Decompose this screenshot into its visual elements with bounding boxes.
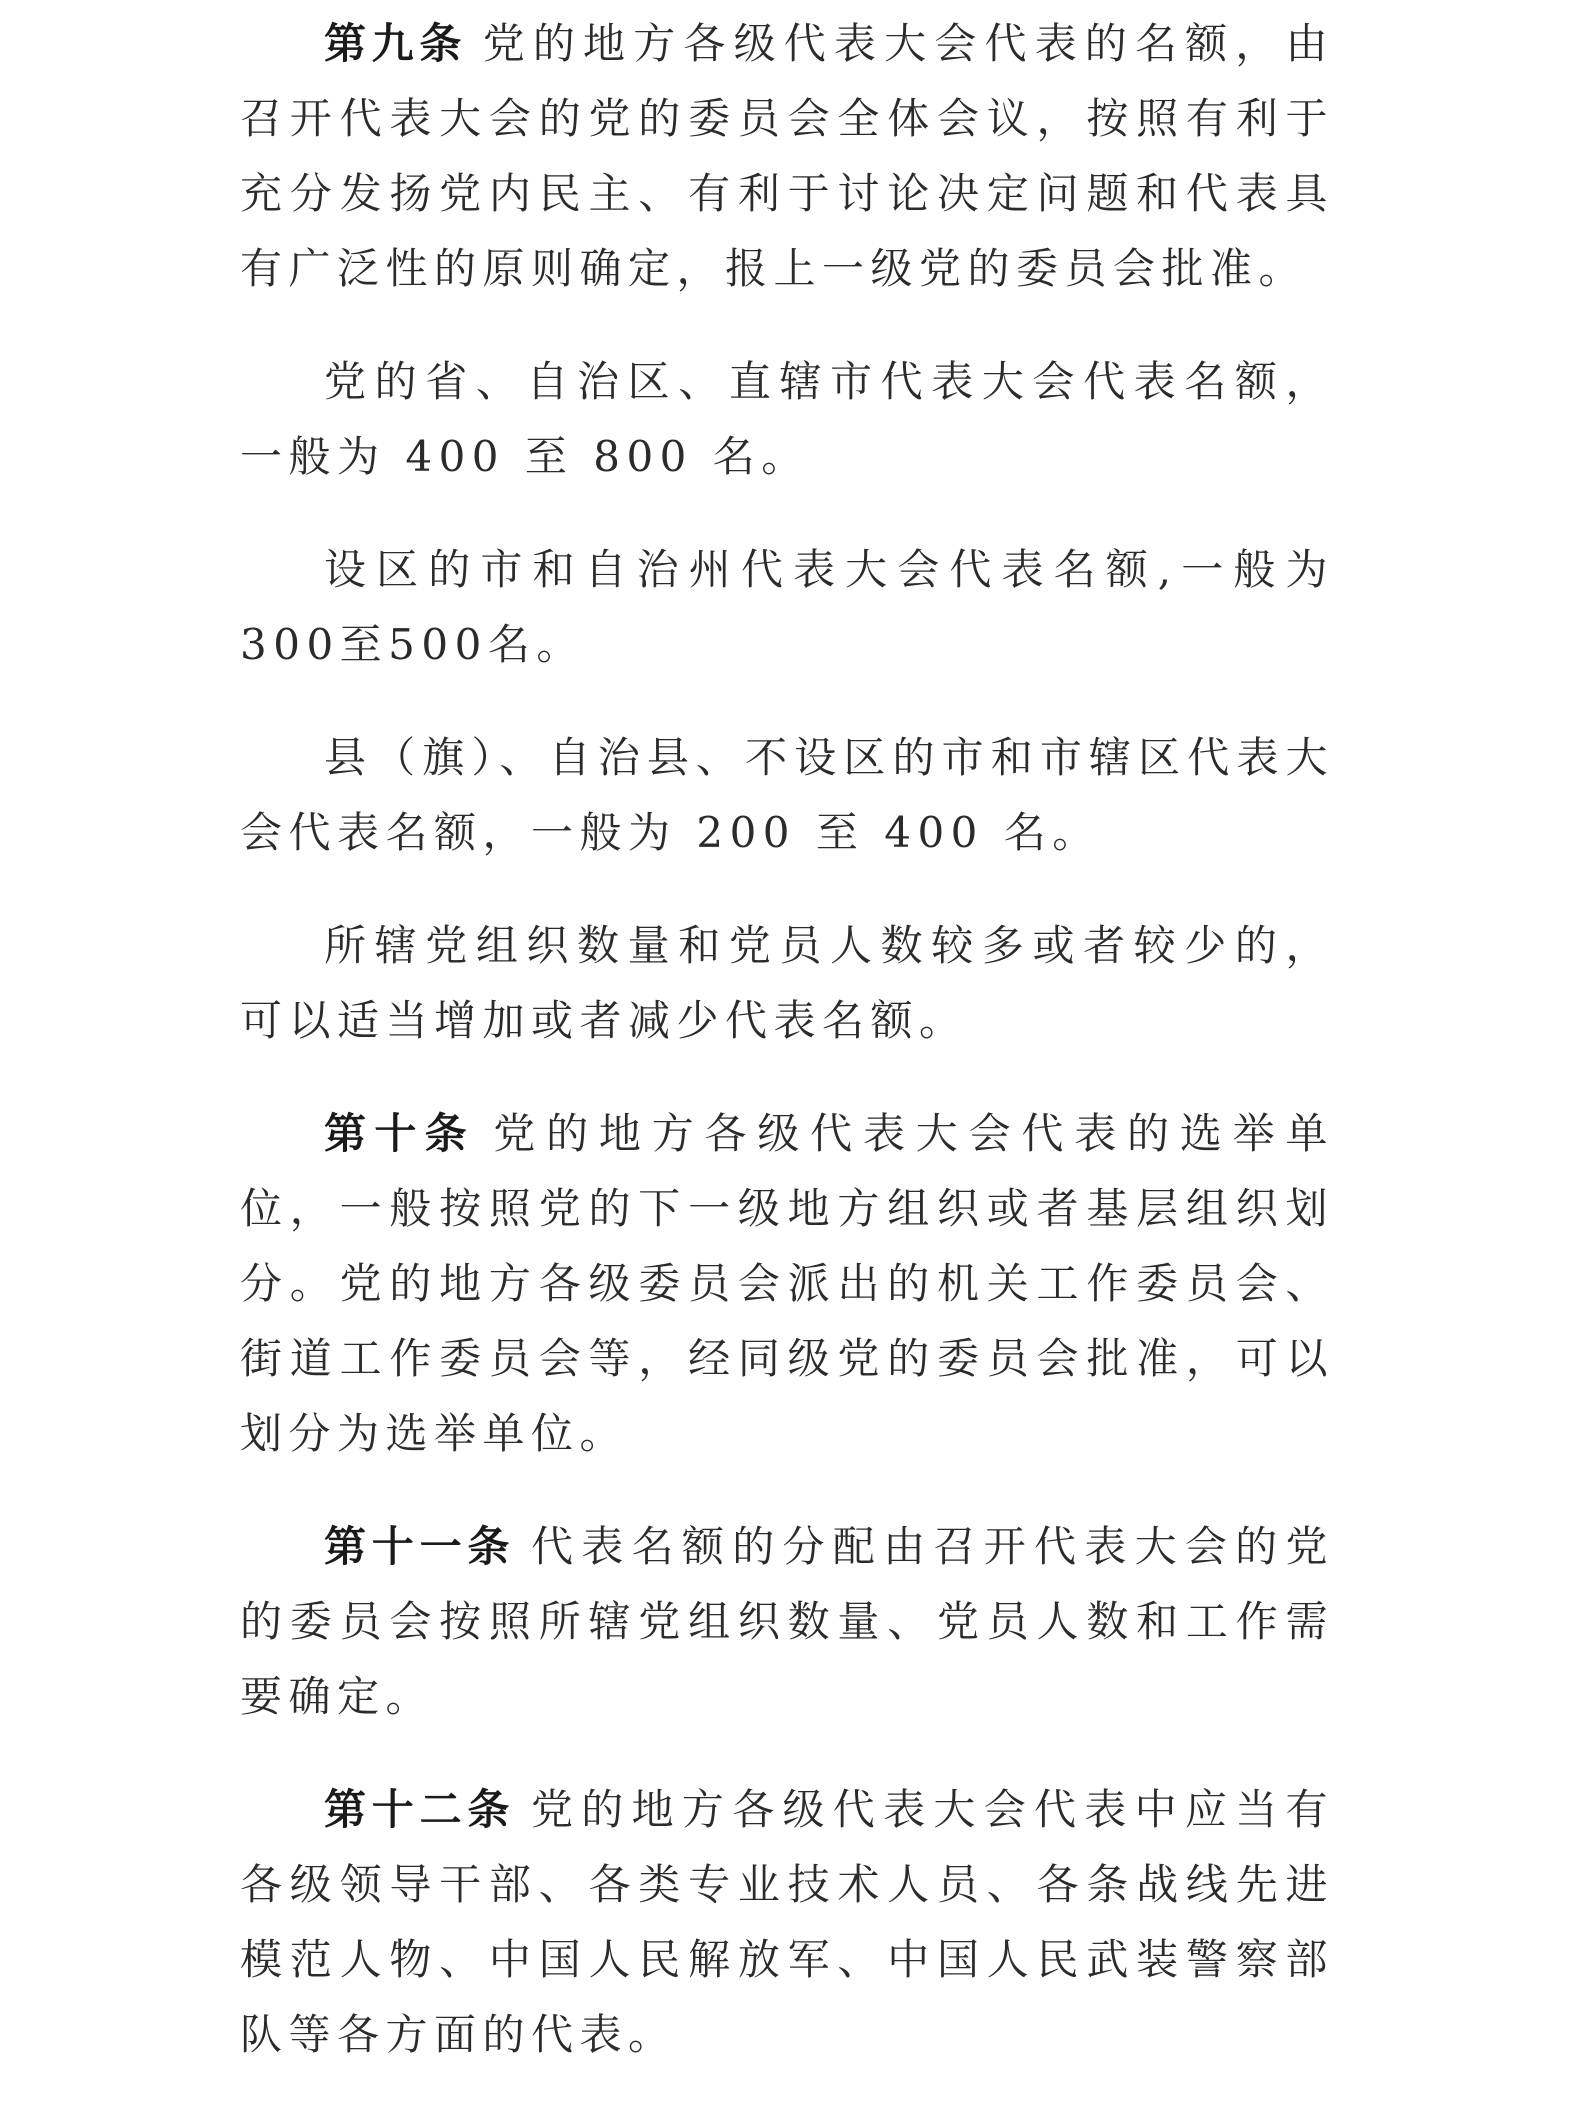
paragraph-text: 代表名额的分配由召开代表大会的党的委员会按照所辖党组织数量、党员人数和工作需要确定。 [240, 1522, 1334, 1721]
document-page [240, 6, 1334, 2110]
paragraph-text: 县（旗）、自治县、不设区的市和市辖区代表大会代表名额，一般为 200 至 400 名。 [240, 733, 1334, 857]
paragraph-county-quota [240, 720, 1334, 870]
paragraph-text: 所辖党组织数量和党员人数较多或者较少的，可以适当增加或者减少代表名额。 [240, 921, 1334, 1045]
paragraph-text: 党的地方各级代表大会代表的选举单位，一般按照党的下一级地方组织或者基层组织划分。党的地方各级委员会派出的机关工作委员会、街道工作委员会等，经同级党的委员会批准，可以划分为选举单位。 [240, 1109, 1334, 1458]
paragraph-text: 党的省、自治区、直辖市代表大会代表名额，一般为 400 至 800 名。 [240, 357, 1334, 481]
paragraph-text: 党的地方各级代表大会代表中应当有各级领导干部、各类专业技术人员、各条战线先进模范人物、中国人民解放军、中国人民武装警察部队等各方面的代表。 [240, 1785, 1334, 2059]
article-label: 第十二条 [324, 1785, 516, 1834]
article-label: 第九条 [324, 19, 468, 68]
paragraph-city-quota [240, 532, 1334, 682]
paragraph-article-11 [240, 1509, 1334, 1734]
paragraph-article-9 [240, 6, 1334, 306]
paragraph-article-10 [240, 1096, 1334, 1471]
article-label: 第十条 [324, 1109, 475, 1158]
paragraph-article-12 [240, 1772, 1334, 2072]
paragraph-text: 党的地方各级代表大会代表的名额，由召开代表大会的党的委员会全体会议，按照有利于充分发扬党内民主、有利于讨论决定问题和代表具有广泛性的原则确定，报上一级党的委员会批准。 [240, 19, 1334, 293]
paragraph-quota-adjustment [240, 908, 1334, 1058]
article-label: 第十一条 [324, 1522, 516, 1571]
paragraph-provincial-quota [240, 344, 1334, 494]
paragraph-text: 设区的市和自治州代表大会代表名额,一般为300至500名。 [240, 545, 1334, 669]
